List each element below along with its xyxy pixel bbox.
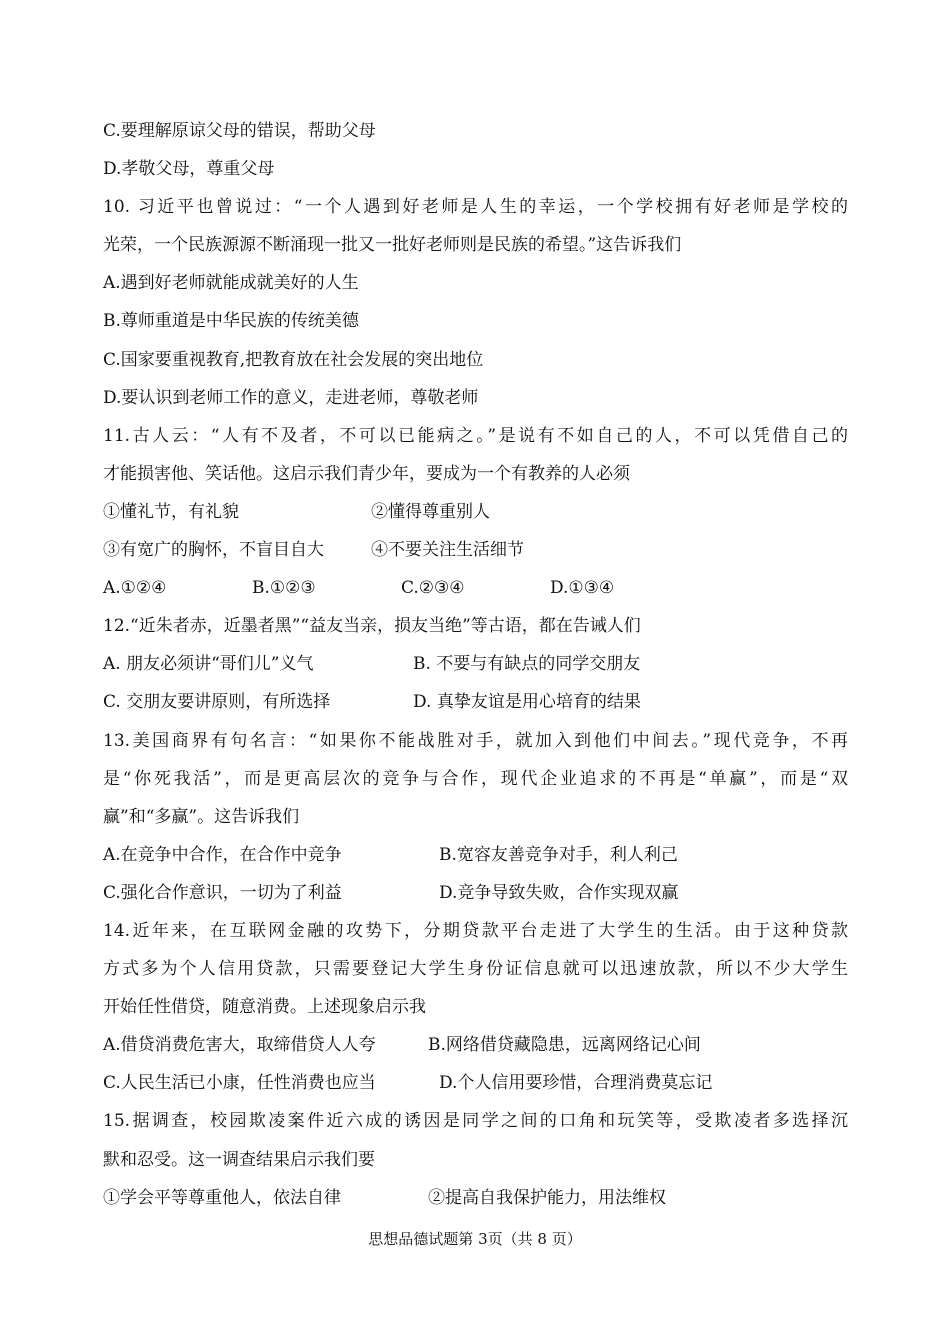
q10-option-c: C.国家要重视教育,把教育放在社会发展的突出地位 <box>103 349 484 370</box>
q13-stem-line2: 是“你死我活”，而是更高层次的竞争与合作，现代企业追求的不再是“单赢”，而是“双 <box>103 768 848 789</box>
q14-options-row1 <box>103 1026 848 1064</box>
q13-options-row1 <box>103 836 848 874</box>
q14-option-c: C.人民生活已小康，任性消费也应当 <box>103 1073 376 1094</box>
q10-option-a: A.遇到好老师就能成就美好的人生 <box>103 273 359 294</box>
q10-option-b: B.尊师重道是中华民族的传统美德 <box>103 311 359 332</box>
q12-option-d: D. 真挚友谊是用心培育的结果 <box>413 692 641 713</box>
q14-options-row2 <box>103 1064 848 1102</box>
q14-option-a: A.借贷消费危害大，取缔借贷人人夸 <box>103 1035 376 1056</box>
q14-option-d: D.个人信用要珍惜，合理消费莫忘记 <box>439 1073 713 1094</box>
q15-stem-line1: 15.据调查，校园欺凌案件近六成的诱因是同学之间的口角和玩笑等，受欺凌者多选择沉 <box>103 1111 848 1132</box>
q11-options-row <box>103 569 848 607</box>
q14-stem-line1: 14.近年来，在互联网金融的攻势下，分期贷款平台走进了大学生的生活。由于这种贷款 <box>103 920 848 941</box>
q11-statement-2: ②懂得尊重别人 <box>371 501 490 522</box>
q13-option-c: C.强化合作意识，一切为了利益 <box>103 882 342 903</box>
q15-statement-2: ②提高自我保护能力，用法维权 <box>428 1187 666 1208</box>
q11-option-d: D.①③④ <box>550 578 615 599</box>
q14-stem-line2: 方式多为个人信用贷款，只需要登记大学生身份证信息就可以迅速放款，所以不少大学生 <box>103 959 848 980</box>
q11-statements-row1 <box>103 493 848 531</box>
q15-statements-row1 <box>103 1179 848 1217</box>
q11-statement-1: ①懂礼节，有礼貌 <box>103 501 239 522</box>
q13-stem-line1: 13.美国商界有句名言：“如果你不能战胜对手，就加入到他们中间去。”现代竞争，不再 <box>103 730 848 751</box>
q12-options-row2 <box>103 683 848 721</box>
q9-option-c: C.要理解原谅父母的错误，帮助父母 <box>103 121 376 141</box>
q12-options-row1 <box>103 645 848 683</box>
q12-option-a: A. 朋友必须讲“哥们儿”义气 <box>103 654 314 675</box>
q13-stem-line3: 赢”和“多赢”。这告诉我们 <box>103 806 300 827</box>
q12-stem: 12.“近朱者赤，近墨者黑”“益友当亲，损友当绝”等古语，都在告诫人们 <box>103 616 641 637</box>
q12-option-c: C. 交朋友要讲原则，有所选择 <box>103 692 331 713</box>
q11-option-b: B.①②③ <box>252 578 316 599</box>
q11-option-a: A.①②④ <box>103 578 167 599</box>
q13-options-row2 <box>103 874 848 912</box>
q11-statements-row2 <box>103 531 848 569</box>
q14-stem-line3: 开始任性借贷，随意消费。上述现象启示我 <box>103 997 426 1018</box>
q12-option-b: B. 不要与有缺点的同学交朋友 <box>413 654 641 675</box>
q13-option-d: D.竞争导致失败，合作实现双赢 <box>439 882 679 903</box>
exam-content <box>103 112 848 1217</box>
q13-option-b: B.宽容友善竞争对手，利人利己 <box>439 844 678 865</box>
q10-stem-line1: 10. 习近平也曾说过：“一个人遇到好老师是人生的幸运，一个学校拥有好老师是学校的 <box>103 197 848 218</box>
q13-option-a: A.在竞争中合作，在合作中竞争 <box>103 844 342 865</box>
q15-statement-1: ①学会平等尊重他人，依法自律 <box>103 1187 341 1208</box>
q11-statement-3: ③有宽广的胸怀，不盲目自大 <box>103 540 324 561</box>
q11-stem-line2: 才能损害他、笑话他。这启示我们青少年，要成为一个有教养的人必须 <box>103 463 630 484</box>
q10-option-d: D.要认识到老师工作的意义，走进老师，尊敬老师 <box>103 387 479 408</box>
q14-option-b: B.网络借贷藏隐患，远离网络记心间 <box>428 1035 701 1056</box>
page-footer: 思想品德试题第 3页（共 8 页） <box>368 1230 582 1248</box>
q10-stem-line2: 光荣，一个民族源源不断涌现一批又一批好老师则是民族的希望。”这告诉我们 <box>103 235 682 256</box>
q11-statement-4: ④不要关注生活细节 <box>371 540 524 561</box>
q9-option-d: D.孝敬父母，尊重父母 <box>103 159 275 180</box>
q11-stem-line1: 11.古人云：“人有不及者，不可以已能病之。”是说有不如自己的人，不可以凭借自己的 <box>103 425 848 446</box>
q15-stem-line2: 默和忍受。这一调查结果启示我们要 <box>103 1149 375 1170</box>
q11-option-c: C.②③④ <box>401 578 465 599</box>
